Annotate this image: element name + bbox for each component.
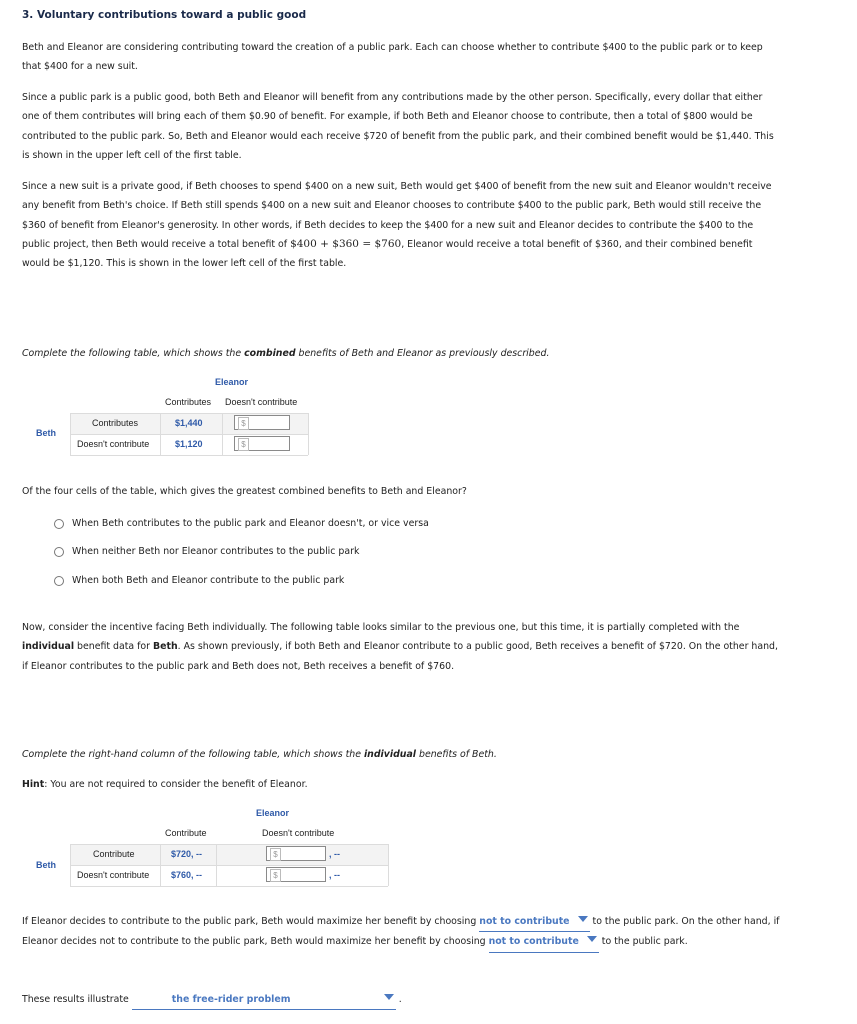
individual-incentive-paragraph (22, 618, 782, 676)
instr1-post: benefits of Beth and Eleanor as previously described. (295, 348, 550, 359)
table2-row-player: Beth (36, 860, 56, 870)
instr1-pre: Complete the following table, which shows the (22, 348, 245, 359)
results-statement (22, 990, 782, 1010)
dropdown2-value: not to contribute (488, 936, 579, 948)
table2-instruction (22, 745, 782, 764)
table2-suffix-row1: , -- (329, 849, 340, 859)
table1-input-field-row1[interactable] (249, 416, 287, 429)
private-good-text-b: , Eleanor would receive a total benefit of $360, and their combined benefit would be $1,120. This is shown in the lower left cell of the first table. (22, 238, 753, 270)
dollar-icon: $ (238, 417, 249, 430)
table1-vline-1 (160, 413, 161, 455)
hint-text: : You are not required to consider the benefit of Eleanor. (44, 779, 308, 790)
option-neither[interactable] (54, 546, 359, 557)
intro-paragraph: Beth and Eleanor are considering contributing toward the creation of a public park. Each can choose whether to contribute $400 to the public park or to keep that $400 for a new suit. (22, 42, 763, 73)
table1-col-header-contributes: Contributes (165, 397, 212, 407)
option-label: When neither Beth nor Eleanor contributes to the public park (72, 546, 360, 557)
table1-col-header-doesnt: Doesn't contribute (225, 397, 298, 407)
table2-cell-beth-doesnt: $760, -- (171, 870, 203, 880)
final1-mid: to the public park. On the other hand, if Eleanor decides not to contribute to the public park, Beth would maximize her benefit by choosing (22, 916, 780, 948)
table1-vline-right (308, 413, 309, 455)
table2-divider-mid (70, 865, 388, 866)
option-both[interactable] (54, 575, 344, 586)
option-label: When Beth contributes to the public park and Eleanor doesn't, or vice versa (72, 518, 429, 529)
private-good-text-a: Since a new suit is a private good, if Beth chooses to spend $400 on a new suit, Beth would get $400 of benefit from the new suit and Eleanor wouldn't receive any benefit from Beth's choice. If Beth still spends $400 on a new suit and Eleanor chooses to contribute $400 to the public park, Beth would still receive the $360 of benefit from Eleanor's generosity. In other words, if Beth decides to keep the $400 for a new suit and Eleanor decides to contribute the $400 to the public project, then Beth would receive a total benefit of (22, 181, 772, 250)
table1-vline-left (70, 413, 71, 455)
table2-vline-left (70, 844, 71, 886)
chevron-down-icon (384, 994, 394, 1000)
table2-cell-both-contribute: $720, -- (171, 849, 203, 859)
dollar-icon: $ (238, 438, 249, 451)
table2-input-field-row2[interactable] (281, 868, 323, 881)
concept-dropdown[interactable] (132, 990, 396, 1010)
table2-divider-bottom (70, 886, 388, 887)
table2-suffix-row2: , -- (329, 870, 340, 880)
final1-pre: If Eleanor decides to contribute to the public park, Beth would maximize her benefit by choosing (22, 916, 480, 927)
table1-instruction (22, 344, 782, 363)
table2-col-header-doesnt: Doesn't contribute (262, 828, 335, 838)
chevron-down-icon (578, 916, 588, 922)
final1-post: to the public park. (598, 936, 688, 948)
table1-cell-beth-doesnt: $1,120 (175, 439, 203, 449)
table2-input-row2[interactable] (266, 867, 326, 882)
radio-button[interactable] (54, 519, 64, 529)
hint (22, 775, 782, 794)
instr2-post: benefits of Beth. (416, 749, 497, 760)
public-good-paragraph: Since a public park is a public good, both Beth and Eleanor will benefit from any contributions made by the other person. Specifically, every dollar that either one of them contributes will bring each of them $0.90 of benefit. For example, if both Beth and Eleanor choose to contribute, then a total of $800 would be contributed to the public park. So, Beth and Eleanor would each receive $720 of benefit from the public park, and their combined benefit would be $1,440. This is shown in the upper left cell of the first table. (22, 92, 774, 161)
table2-divider-top (70, 844, 388, 845)
table1-divider-bottom (70, 455, 308, 456)
table1-divider-mid (70, 434, 308, 435)
para4-post: . As shown previously, if both Beth and Eleanor contribute to a public good, Beth receives a benefit of $720. On the other hand, if Eleanor contributes to the public park and Beth does not, Beth receives a benefit of $760. (22, 641, 778, 672)
table1-input-row1[interactable] (234, 415, 290, 430)
instr2-pre: Complete the right-hand column of the following table, which shows the (22, 749, 364, 760)
hint-label: Hint (22, 779, 45, 790)
table2-row-header-doesnt: Doesn't contribute (77, 870, 150, 880)
option-label: When both Beth and Eleanor contribute to the public park (72, 575, 345, 586)
radio-button[interactable] (54, 547, 64, 557)
dollar-icon: $ (270, 869, 281, 882)
table2-input-row1[interactable] (266, 846, 326, 861)
table1-divider-top (70, 413, 308, 414)
dropdown1-value: not to contribute (479, 916, 570, 927)
page-title: 3. Voluntary contributions toward a public good (22, 9, 307, 21)
table1-input-field-row2[interactable] (249, 437, 287, 450)
table2-col-header-contribute: Contribute (165, 828, 207, 838)
choice-dropdown-eleanor-doesnt[interactable] (489, 932, 599, 952)
table1-row-header-doesnt: Doesn't contribute (77, 439, 150, 449)
table1-row-player: Beth (36, 428, 56, 438)
question-text: Of the four cells of the table, which gives the greatest combined benefits to Beth and Eleanor? (22, 486, 467, 497)
para4-bold1: individual (22, 641, 75, 653)
table1-row-header-contributes: Contributes (92, 418, 139, 428)
instr2-bold: individual (363, 749, 417, 760)
table1-input-row2[interactable] (234, 436, 290, 451)
table1-vline-2 (222, 413, 223, 455)
table2-vline-2 (216, 844, 217, 886)
para4-bold2: Beth (153, 641, 178, 653)
final2-post: . (395, 994, 402, 1005)
table1-col-player: Eleanor (215, 377, 249, 387)
dropdown3-value: the free-rider problem (171, 994, 291, 1005)
instr1-bold: combined (244, 348, 296, 359)
table2-input-field-row1[interactable] (281, 847, 323, 860)
private-good-paragraph (22, 177, 782, 273)
final2-pre: These results illustrate (22, 994, 132, 1005)
option-vice-versa[interactable] (54, 518, 429, 529)
chevron-down-icon (587, 936, 597, 942)
table2-row-header-contribute: Contribute (93, 849, 135, 859)
table2-vline-1 (160, 844, 161, 886)
table1-cell-both-contribute: $1,440 (175, 418, 203, 428)
choice-dropdown-eleanor-contributes[interactable] (479, 912, 589, 932)
para4-pre: Now, consider the incentive facing Beth individually. The following table looks similar to the previous one, but this time, it is partially completed with the (22, 622, 740, 633)
table2-vline-right (388, 844, 389, 886)
table2-col-player: Eleanor (256, 808, 290, 818)
conclusion-paragraph (22, 912, 782, 953)
para4-mid: benefit data for (74, 641, 153, 653)
radio-button[interactable] (54, 576, 64, 586)
dollar-icon: $ (270, 848, 281, 861)
benefit-equation: $400 + $360 = $760 (290, 237, 402, 250)
